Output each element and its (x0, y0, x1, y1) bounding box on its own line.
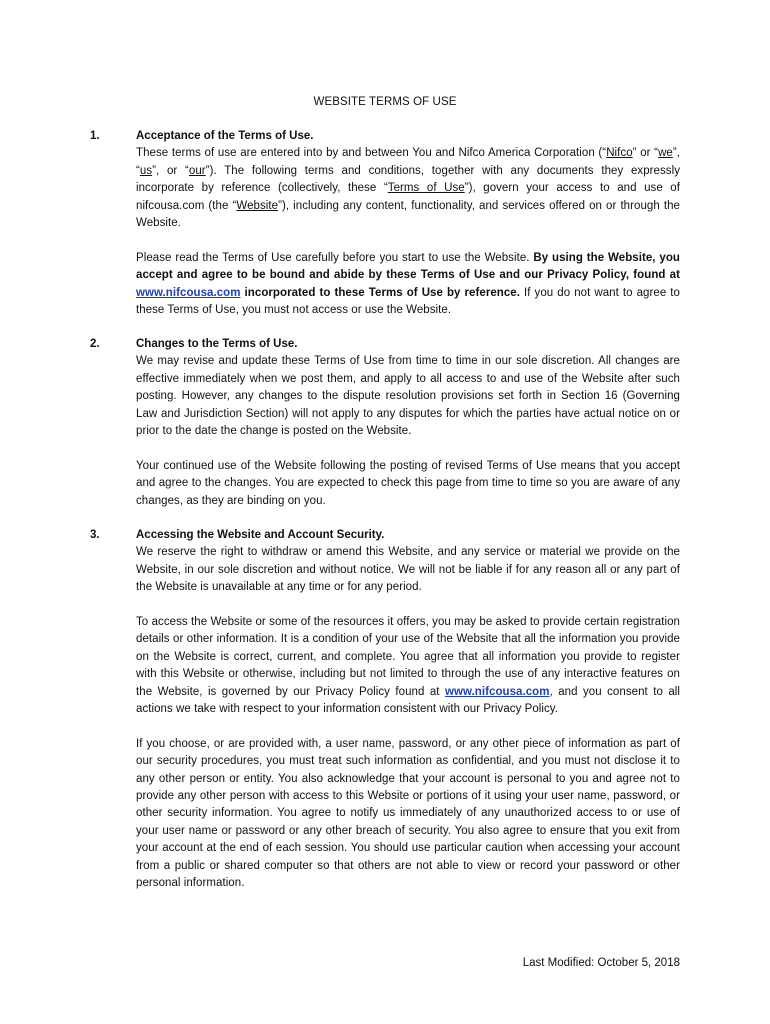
section-body (136, 336, 680, 510)
paragraph: We may revise and update these Terms of Use from time to time in our sole discretion. All changes are effective immediately when we post them, and apply to all access to and use of the Website after such posting. However, any changes to the dispute resolution provisions set forth in Section 16 (Governing Law and Jurisdiction Section) will not apply to any disputes for which the parties have actual notice on or prior to the date the change is posted on the Website. (136, 355, 680, 438)
paragraph: Your continued use of the Website following the posting of revised Terms of Use means that you accept and agree to the changes. You are expected to check this page from time to time so you are aware of any changes, as they are binding on you. (136, 459, 680, 507)
website-link[interactable]: www.nifcousa.com (445, 685, 550, 698)
defined-term: Nifco (606, 147, 633, 160)
section-body (136, 128, 680, 319)
section-heading: Accessing the Website and Account Security. (136, 529, 385, 541)
defined-term: Website (236, 199, 279, 212)
defined-term: Terms of Use (387, 182, 465, 195)
document-title: WEBSITE TERMS OF USE (313, 96, 457, 108)
section-number: 1. (90, 130, 100, 142)
paragraph: We reserve the right to withdraw or amend this Website, and any service or material we provide on the Website, in our sole discretion and without notice. We will not be liable if for any reason all or any part of the Website is unavailable at any time or for any period. (136, 546, 680, 594)
section-heading: Acceptance of the Terms of Use. (136, 130, 314, 142)
defined-term: we (658, 147, 673, 160)
website-link[interactable]: www.nifcousa.com (136, 286, 241, 299)
section-number: 2. (90, 338, 100, 350)
section-body (136, 527, 680, 893)
paragraph: These terms of use are entered into by and between You and Nifco America Corporation (“Nifco” or “we”, “us”, or “our”). The following terms and conditions, together with any documents they expressly incorporate by reference (collectively, these “Terms of Use”), govern your access to and use of nifcousa.com (the “Website”), including any content, functionality, and services offered on or through the Website. (136, 147, 680, 230)
defined-term: our (188, 164, 206, 177)
paragraph: Please read the Terms of Use carefully before you start to use the Website. By using the Website, you accept and agree to be bound and abide by these Terms of Use and our Privacy Policy, found at www.nifcousa.com incorporated to these Terms of Use by reference. If you do not want to agree to these Terms of Use, you must not access or use the Website. (136, 251, 680, 317)
paragraph: If you choose, or are provided with, a user name, password, or any other piece of information as part of our security procedures, you must treat such information as confidential, and you must not disclose it to any other person or entity. You also acknowledge that your account is personal to you and agree not to provide any other person with access to this Website or portions of it using your user name, password, or other security information. You agree to notify us immediately of any unauthorized access to or use of your user name or password or any other breach of security. You also agree to ensure that you exit from your account at the end of each session. You should use particular caution when accessing your account from a public or shared computer so that others are not able to view or record your password or other personal information. (136, 737, 680, 890)
section-number: 3. (90, 529, 100, 541)
last-modified: Last Modified: October 5, 2018 (522, 957, 680, 969)
defined-term: us (139, 164, 153, 177)
section-heading: Changes to the Terms of Use. (136, 338, 298, 350)
paragraph: To access the Website or some of the resources it offers, you may be asked to provide certain registration details or other information. It is a condition of your use of the Website that all the information you provide on the Website is correct, current, and complete. You agree that all information you provide to register with this Website or otherwise, including but not limited to through the use of any interactive features on the Website, is governed by our Privacy Policy found at www.nifcousa.com, and you consent to all actions we take with respect to your information consistent with our Privacy Policy. (136, 616, 680, 716)
